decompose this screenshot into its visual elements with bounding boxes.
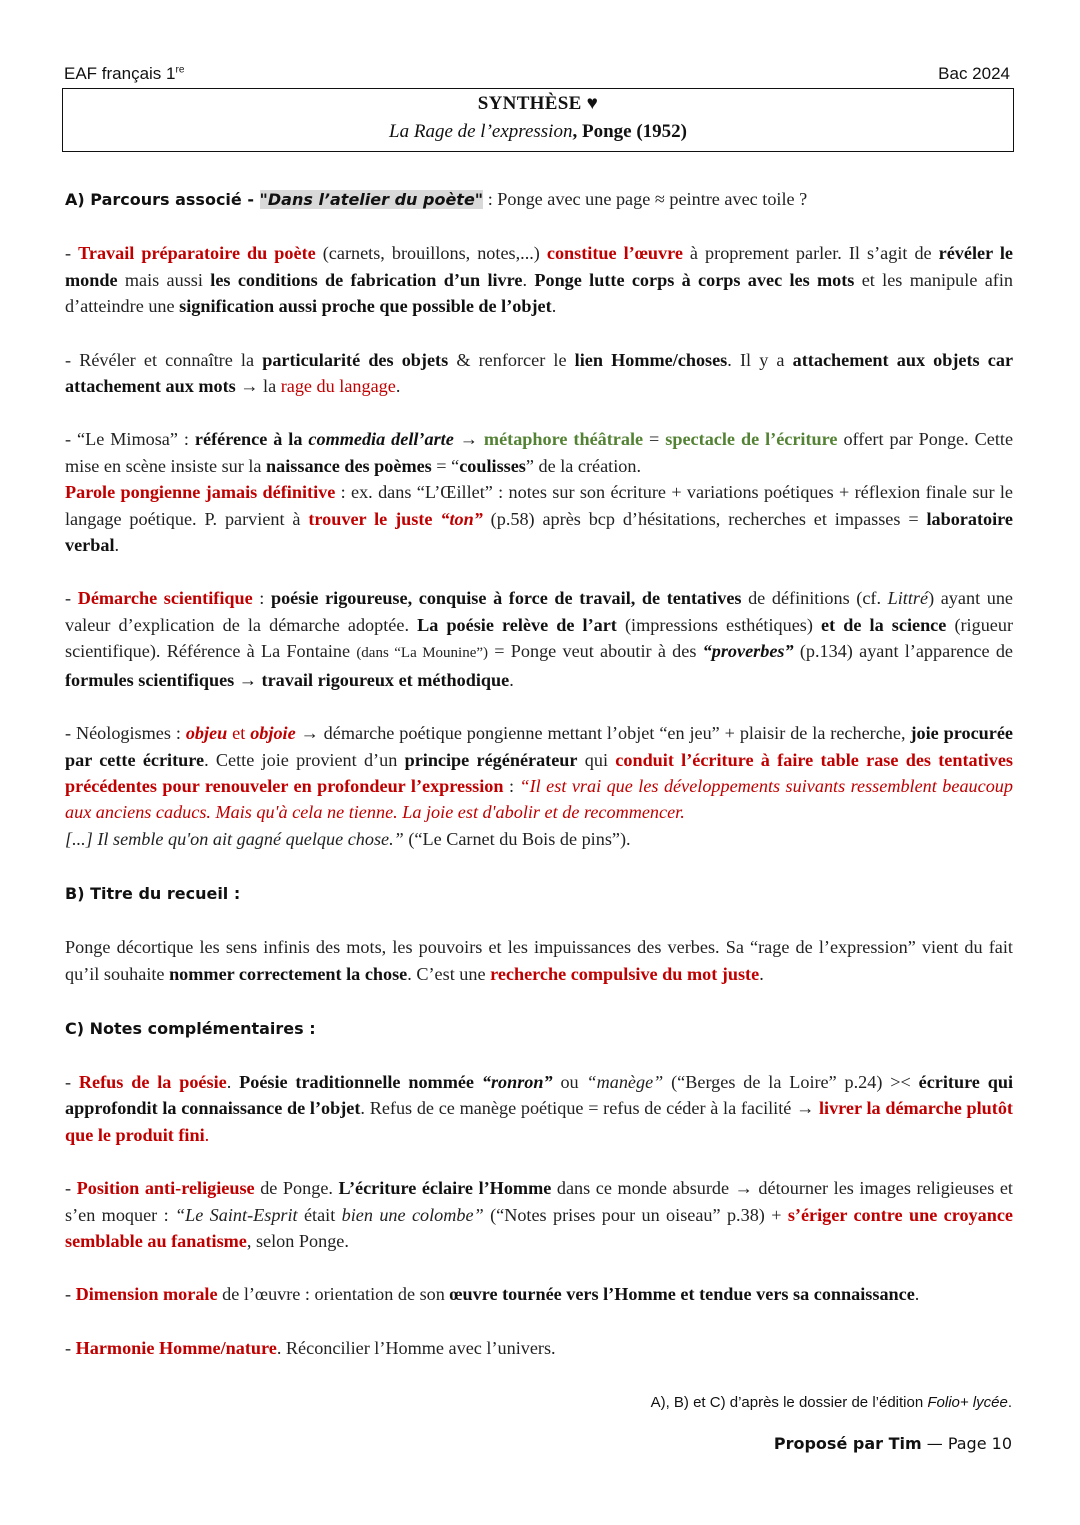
text-span: Travail préparatoire du poète xyxy=(78,243,316,264)
paragraph-3 xyxy=(65,426,1013,558)
text-span: - xyxy=(65,588,78,609)
text-span: coulisses xyxy=(459,455,526,476)
text-span: “ton” xyxy=(440,508,483,529)
text-span: . xyxy=(395,376,401,397)
text-span: . xyxy=(226,1071,240,1092)
text-span: de Ponge. xyxy=(254,1178,339,1199)
text-span: joie procurée par cette écriture xyxy=(65,723,1013,770)
paragraph-7 xyxy=(65,1069,1013,1148)
paragraph-10 xyxy=(65,1335,1013,1361)
text-span: et les manipule afin d’atteindre une xyxy=(65,269,1013,317)
section-b-heading xyxy=(65,879,1013,907)
text-span: L’écriture éclaire l’Homme xyxy=(338,1178,552,1199)
paragraph-8 xyxy=(65,1175,1013,1254)
text-span: ) ayant une valeur d’explication de la démarche adoptée. xyxy=(65,588,1013,635)
text-span: - xyxy=(65,1178,77,1199)
text-span: - xyxy=(65,1071,79,1092)
book-title: La Rage de l’expression xyxy=(389,121,573,142)
text-span: “ronron” xyxy=(481,1071,553,1092)
text-span: signification aussi proche que possible de l’objet xyxy=(179,296,552,317)
text-span: = Ponge veut aboutir à des xyxy=(488,641,703,662)
text-span: laboratoire verbal xyxy=(65,508,1013,556)
text-span: “Le Saint-Esprit xyxy=(175,1204,298,1225)
footer-text: . xyxy=(1007,1394,1012,1411)
text-span: écriture qui approfondit la connaissance de l’objet xyxy=(65,1071,1014,1119)
text-span: . Il y a xyxy=(727,349,793,370)
text-span: œuvre tournée vers l’Homme et tendue vers sa connaissance xyxy=(449,1284,915,1305)
book-author-year: , Ponge (1952) xyxy=(572,121,687,142)
footer-text: — Page 10 xyxy=(921,1434,1012,1453)
text-span: (“Le Carnet du Bois de pins”). xyxy=(403,828,631,849)
text-span: Harmonie Homme/nature xyxy=(75,1337,277,1358)
header-course: EAF français 1 xyxy=(64,64,176,83)
section-c-label: C) Notes complémentaires : xyxy=(65,1018,316,1038)
footer-source xyxy=(651,1394,1012,1411)
text-span: (carnets, brouillons, notes,...) xyxy=(315,243,547,264)
text-span: Ponge décortique les sens infinis des mots, les pouvoirs et les impuissances des verbes. Sa “rage de l’expression” vient du fait qu’il souhaite xyxy=(65,937,1013,984)
footer-text: A), B) et C) d’après le dossier de l’édition xyxy=(650,1394,928,1411)
text-span: & renforcer le xyxy=(448,349,575,370)
text-span: , selon Ponge. xyxy=(246,1230,349,1251)
text-span: Parole pongienne jamais définitive xyxy=(65,482,336,503)
paragraph-1 xyxy=(65,240,1013,319)
text-span: trouver le juste xyxy=(308,508,441,529)
header-course-sup: re xyxy=(175,64,185,76)
text-span: : xyxy=(503,775,520,796)
section-a-highlight: "Dans l’atelier du poète" xyxy=(259,190,484,209)
section-a-heading xyxy=(65,186,1013,213)
text-span: . C’est une xyxy=(407,963,491,984)
text-span: Ponge lutte corps à corps avec les mots xyxy=(534,269,855,290)
text-span: “manège” xyxy=(586,1071,664,1092)
text-span: . xyxy=(551,296,557,317)
text-span: Littré xyxy=(887,588,929,609)
text-span: . xyxy=(522,269,535,290)
text-span: commedia dell’arte xyxy=(308,429,454,450)
paragraph-4 xyxy=(65,585,1013,693)
text-span: (“Notes prises pour un oiseau” p.38) + xyxy=(483,1204,788,1225)
text-span: (p.134) ayant l’apparence de xyxy=(793,641,1013,662)
text-span: - xyxy=(65,1337,76,1358)
text-span: → xyxy=(453,429,484,450)
paragraph-5 xyxy=(65,720,1013,852)
text-span: nommer correctement la chose xyxy=(169,963,408,984)
text-span: qui xyxy=(577,749,616,770)
text-span: particularité des objets xyxy=(262,349,449,370)
text-span: bien une colombe” xyxy=(341,1204,484,1225)
text-span: - “Le Mimosa” : xyxy=(65,429,195,450)
text-span: . xyxy=(914,1284,920,1305)
text-span: “proverbes” xyxy=(702,641,794,662)
section-a-question: : Ponge avec une page ≈ peintre avec toile ? xyxy=(483,189,808,209)
text-span: (p.58) après bcp d’hésitations, recherches et impasses = xyxy=(482,508,927,529)
text-span: : xyxy=(252,588,271,609)
section-a-label: A) Parcours associé - xyxy=(65,190,260,209)
text-span: . Refus de ce manège poétique = refus de céder à la facilité → xyxy=(360,1098,819,1119)
text-span: mais aussi xyxy=(117,269,211,290)
text-span: à proprement parler. Il s’agit de xyxy=(682,243,939,264)
paragraph-6 xyxy=(65,934,1013,987)
text-span: . Réconcilier l’Homme avec l’univers. xyxy=(276,1337,556,1358)
text-span: objoie xyxy=(250,723,296,744)
title-line-2 xyxy=(63,121,1013,143)
text-span: recherche compulsive du mot juste xyxy=(490,963,760,984)
text-span: . Cette joie provient d’un xyxy=(204,749,405,770)
text-span: métaphore théâtrale xyxy=(483,429,644,450)
text-span: formules scientifiques → travail rigoureux et méthodique xyxy=(65,669,510,690)
text-span: rage du langage xyxy=(280,376,396,397)
text-span: . xyxy=(114,535,120,556)
text-span: - Révéler et connaître la xyxy=(65,349,263,370)
text-span: ou xyxy=(552,1071,587,1092)
text-span: s’ériger contre une croyance semblable au fanatisme xyxy=(65,1204,1014,1251)
text-span: (“Berges de la Loire” p.24) >< xyxy=(663,1071,919,1092)
text-span: poésie rigoureuse, conquise à force de travail, de tentatives xyxy=(270,588,742,609)
header-left xyxy=(64,64,184,84)
footer-page-number xyxy=(774,1434,1012,1453)
text-span: = xyxy=(643,429,666,450)
text-span: livrer la démarche plutôt que le produit fini xyxy=(65,1098,1013,1145)
text-span: lien Homme/choses xyxy=(574,349,728,370)
paragraph-2 xyxy=(65,347,1013,400)
text-span: référence à la xyxy=(194,429,309,450)
text-span: - xyxy=(65,243,79,264)
text-span: et xyxy=(227,723,251,744)
text-span: naissance des poèmes xyxy=(266,455,432,476)
main-content xyxy=(65,186,1013,1361)
text-span: = “ xyxy=(431,455,460,476)
header-right: Bac 2024 xyxy=(938,64,1010,83)
text-span: → démarche poétique pongienne mettant l’objet “en jeu” + plaisir de la recherche, xyxy=(295,723,911,744)
text-span: - xyxy=(65,1284,76,1305)
footer-text: Folio+ lycée xyxy=(927,1394,1008,1411)
text-span: de l’œuvre : orientation de son xyxy=(217,1284,450,1305)
text-span: La poésie relève de l’art xyxy=(417,614,617,635)
text-span: offert par Ponge. Cette mise en scène insiste sur la xyxy=(65,429,1014,476)
text-span: (rigueur scientifique). Référence à La Fontaine xyxy=(65,614,1014,662)
text-span: objeu xyxy=(185,723,228,744)
title-box xyxy=(62,88,1014,152)
text-span: était xyxy=(297,1204,342,1225)
section-c-heading xyxy=(65,1014,1013,1042)
text-span: attachement aux objets car attachement aux mots xyxy=(65,349,1014,397)
text-span: → la xyxy=(235,376,281,397)
text-span: . xyxy=(204,1124,210,1145)
text-span: [...] Il semble qu'on ait gagné quelque chose.” xyxy=(65,828,404,849)
text-span: Poésie traditionnelle nommée xyxy=(239,1071,482,1092)
title-line-1: SYNTHÈSE ♥ xyxy=(477,93,599,114)
text-span: (dans “La Mounine”) xyxy=(356,645,489,662)
text-span: Dimension morale xyxy=(75,1284,218,1305)
text-span: les conditions de fabrication d’un livre xyxy=(210,269,523,290)
footer-text: Proposé par Tim xyxy=(773,1434,922,1453)
paragraph-9 xyxy=(65,1281,1013,1307)
text-span: (impressions esthétiques) xyxy=(616,614,822,635)
text-span: de définitions (cf. xyxy=(741,588,888,609)
text-span: : ex. dans “L’Œillet” : notes sur son écriture + variations poétiques + réflexion finale sur le langage poétique. P. parvient à xyxy=(65,482,1014,529)
text-span: ” de la création. xyxy=(525,455,642,476)
section-b-label: B) Titre du recueil : xyxy=(65,884,241,904)
text-span: révéler le monde xyxy=(65,243,1013,290)
text-span: et de la science xyxy=(821,614,947,635)
text-span: - Néologismes : xyxy=(65,723,186,744)
text-span: Refus de la poésie xyxy=(78,1071,227,1092)
text-span: dans ce monde absurde → détourner les images religieuses et s’en moquer : xyxy=(65,1178,1013,1225)
text-span: constitue l’œuvre xyxy=(546,243,683,264)
text-span: “Il est vrai que les développements suivants ressemblent beaucoup aux anciens caducs. Mais qu'à cela ne tienne. La joie est d'abolir et de recommencer. xyxy=(65,775,1013,823)
text-span: . xyxy=(759,963,764,984)
text-span: Démarche scientifique xyxy=(77,588,253,609)
text-span: conduit l’écriture à faire table rase des tentatives précédentes pour renouveler en profondeur l’expression xyxy=(65,749,1013,796)
text-span: . xyxy=(509,669,514,690)
text-span: principe régénérateur xyxy=(404,749,578,770)
text-span: Position anti-religieuse xyxy=(76,1178,255,1199)
text-span: spectacle de l’écriture xyxy=(665,429,838,450)
